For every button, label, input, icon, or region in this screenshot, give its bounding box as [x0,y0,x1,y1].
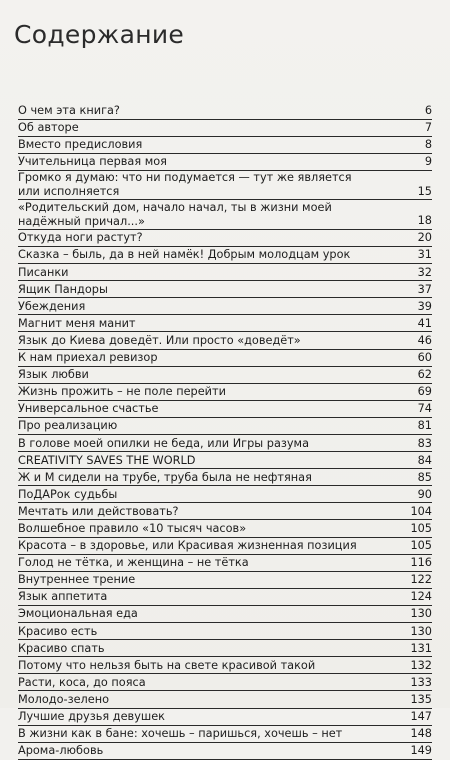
toc-entry-title [18,521,407,537]
toc-entry-title-line: CREATIVITY SAVES THE WORLD [18,453,196,467]
toc-entry-title-line: Мечтать или действовать? [18,504,179,518]
toc-entry-title [18,384,415,400]
toc-entry-title-line: Жизнь прожить – не поле перейти [18,385,226,399]
toc-entry-page-number: 130 [410,624,432,638]
toc-entry-title-line: Молодо-зелено [18,692,110,706]
toc-entry-title-line: Учительница первая моя [18,155,167,169]
toc-entry-title-line: К нам приехал ревизор [18,351,158,365]
toc-entry-title-line: Вместо предисловия [18,138,143,152]
toc-entry-page-number: 105 [410,521,432,535]
toc-entry [18,154,432,171]
toc-entry-page-number: 8 [424,138,432,152]
toc-entry [18,103,432,120]
toc-entry-title-line: В голове моей опилки не беда, или Игры разума [18,436,310,450]
toc-entry-title-line: надёжный причал...» [18,214,145,228]
toc-entry [18,675,432,692]
toc-entry-title [18,418,415,434]
toc-entry-title-line: Язык любви [18,368,89,382]
toc-entry-title [18,230,415,246]
toc-entry-title [18,692,407,708]
toc-entry [18,247,432,264]
toc-entry-title-line: Об авторе [18,121,79,135]
toc-entry-title-line: Красота – в здоровье, или Красивая жизненная позиция [18,539,357,553]
toc-entry-title-line: Красиво спать [18,641,105,655]
toc-entry-title [18,504,407,520]
toc-entry-page-number: 83 [417,436,432,450]
toc-entry-title-line: Писанки [18,265,69,279]
toc-entry-page-number: 132 [410,658,432,672]
toc-entry-page-number: 148 [410,727,432,741]
toc-entry-title [18,436,415,452]
toc-entry-page-number: 20 [417,231,432,245]
toc-entry-title-line: или исполняется [18,185,120,199]
toc-entry [18,692,432,709]
toc-entry-title [18,606,407,622]
toc-entry-title [18,555,407,571]
toc-entry-title-line: Ящик Пандоры [18,282,108,296]
toc-entry-page-number: 105 [410,539,432,553]
toc-entry-title-line: Универсальное счастье [18,402,159,416]
toc-entry-title-line: Лучшие друзья девушек [18,710,166,723]
toc-entry-page-number: 39 [417,299,432,313]
toc-entry-page-number: 18 [417,214,432,228]
toc-entry-page-number: 7 [424,121,432,135]
toc-entry-page-number: 31 [417,248,432,262]
toc-entry-title [18,137,422,153]
toc-entry-page-number: 90 [417,487,432,501]
toc-entry-title [18,709,407,725]
toc-entry-title [18,201,415,229]
toc-entry-page-number: 149 [410,744,432,758]
toc-entry [18,624,432,641]
toc-entry-page-number: 135 [410,692,432,706]
toc-entry-title [18,316,415,332]
toc-entry-page-number: 15 [417,184,432,198]
toc-entry-title-line: «Родительский дом, начало начал, ты в жизни моей [18,200,332,214]
toc-entry-title-line: В жизни как в бане: хочешь – паришься, хочешь – нет [18,727,343,741]
toc-entry [18,436,432,453]
toc-entry-page-number: 124 [410,590,432,604]
toc-entry [18,555,432,572]
toc-entry-title [18,470,415,486]
toc-entry-page-number: 130 [410,607,432,621]
toc-entry-title-line: Язык до Киева доведёт. Или просто «доведёт» [18,333,301,347]
toc-entry-page-number: 147 [410,710,432,723]
toc-entry-title-line: Внутреннее трение [18,573,136,587]
toc-entry [18,521,432,538]
toc-entry-title [18,367,415,383]
toc-entry-title-line: Голод не тётка, и женщина – не тётка [18,556,249,570]
toc-entry [18,470,432,487]
toc-entry-page-number: 131 [410,641,432,655]
toc-entry [18,265,432,282]
toc-entry [18,120,432,137]
toc-entry-title-line: Откуда ноги растут? [18,231,143,245]
toc-entry [18,137,432,154]
toc-entry-title [18,675,407,691]
toc-entry-page-number: 104 [410,504,432,518]
toc-entry-title-line: Язык аппетита [18,590,108,604]
toc-entry-page-number: 69 [417,385,432,399]
page-title: Содержание [14,20,185,49]
toc-entry [18,333,432,350]
toc-entry-page-number: 133 [410,675,432,689]
toc-entry-title-line: Эмоциональная еда [18,607,138,621]
toc-entry-page-number: 81 [417,419,432,433]
toc-entry-title-line: Ж и М сидели на трубе, труба была не нефтяная [18,470,312,484]
toc-entry-page-number: 84 [417,453,432,467]
toc-entry-title [18,487,415,503]
toc-entry-title-line: Потому что нельзя быть на свете красивой такой [18,658,316,672]
toc-entry-title-line: Красиво есть [18,624,98,638]
toc-entry [18,709,432,726]
toc-entry [18,401,432,418]
toc-entry-title-line: Громко я думаю: что ни подумается — тут же является [18,171,352,185]
toc-entry-title [18,265,415,281]
toc-entry-page-number: 46 [417,333,432,347]
toc-entry-title [18,350,415,366]
toc-entry-page-number: 60 [417,351,432,365]
toc-entry [18,299,432,316]
table-of-contents [18,103,432,760]
toc-entry-title [18,572,407,588]
toc-entry [18,658,432,675]
toc-entry [18,726,432,743]
toc-entry [18,316,432,333]
toc-entry [18,538,432,555]
toc-entry-title [18,171,415,199]
toc-entry-page-number: 116 [410,556,432,570]
toc-entry-title-line: Расти, коса, до пояса [18,675,146,689]
toc-entry-page-number: 62 [417,368,432,382]
toc-entry-title [18,401,415,417]
toc-entry-title [18,453,415,469]
toc-entry-page-number: 85 [417,470,432,484]
toc-entry [18,572,432,589]
toc-entry-page-number: 122 [410,573,432,587]
toc-entry-page-number: 6 [424,104,432,117]
toc-entry-title [18,333,415,349]
toc-entry [18,384,432,401]
toc-entry-title [18,658,407,674]
toc-entry [18,606,432,623]
toc-entry-title [18,743,407,759]
toc-entry-title-line: Арома-любовь [18,744,104,758]
toc-entry-page-number: 9 [424,155,432,169]
toc-entry-page-number: 41 [417,316,432,330]
toc-entry [18,350,432,367]
toc-entry-title-line: Волшебное правило «10 тысяч часов» [18,521,247,535]
toc-entry [18,504,432,521]
toc-entry-title [18,154,422,170]
toc-entry [18,230,432,247]
toc-entry [18,282,432,299]
toc-entry-title-line: О чем эта книга? [18,104,120,117]
toc-entry-title [18,538,407,554]
toc-entry-title-line: Про реализацию [18,419,118,433]
toc-entry [18,453,432,470]
toc-entry-title [18,247,415,263]
toc-entry [18,743,432,760]
toc-entry-title-line: ПоДАРок судьбы [18,487,118,501]
toc-entry-title-line: Убеждения [18,299,86,313]
toc-entry-title-line: Магнит меня манит [18,316,136,330]
toc-entry-title [18,641,407,657]
toc-entry-title [18,120,422,136]
toc-entry-title [18,282,415,298]
toc-entry-title [18,726,407,742]
toc-entry-page-number: 32 [417,265,432,279]
toc-entry [18,487,432,504]
toc-entry-title [18,103,422,119]
toc-entry-title [18,299,415,315]
toc-entry [18,589,432,606]
toc-entry [18,641,432,658]
toc-entry [18,418,432,435]
toc-entry-title-line: Сказка – быль, да в ней намёк! Добрым молодцам урок [18,248,351,262]
toc-entry-page-number: 37 [417,282,432,296]
toc-entry [18,171,432,200]
toc-entry-title [18,624,407,640]
toc-entry [18,201,432,230]
toc-entry [18,367,432,384]
toc-entry-page-number: 74 [417,402,432,416]
toc-entry-title [18,589,407,605]
